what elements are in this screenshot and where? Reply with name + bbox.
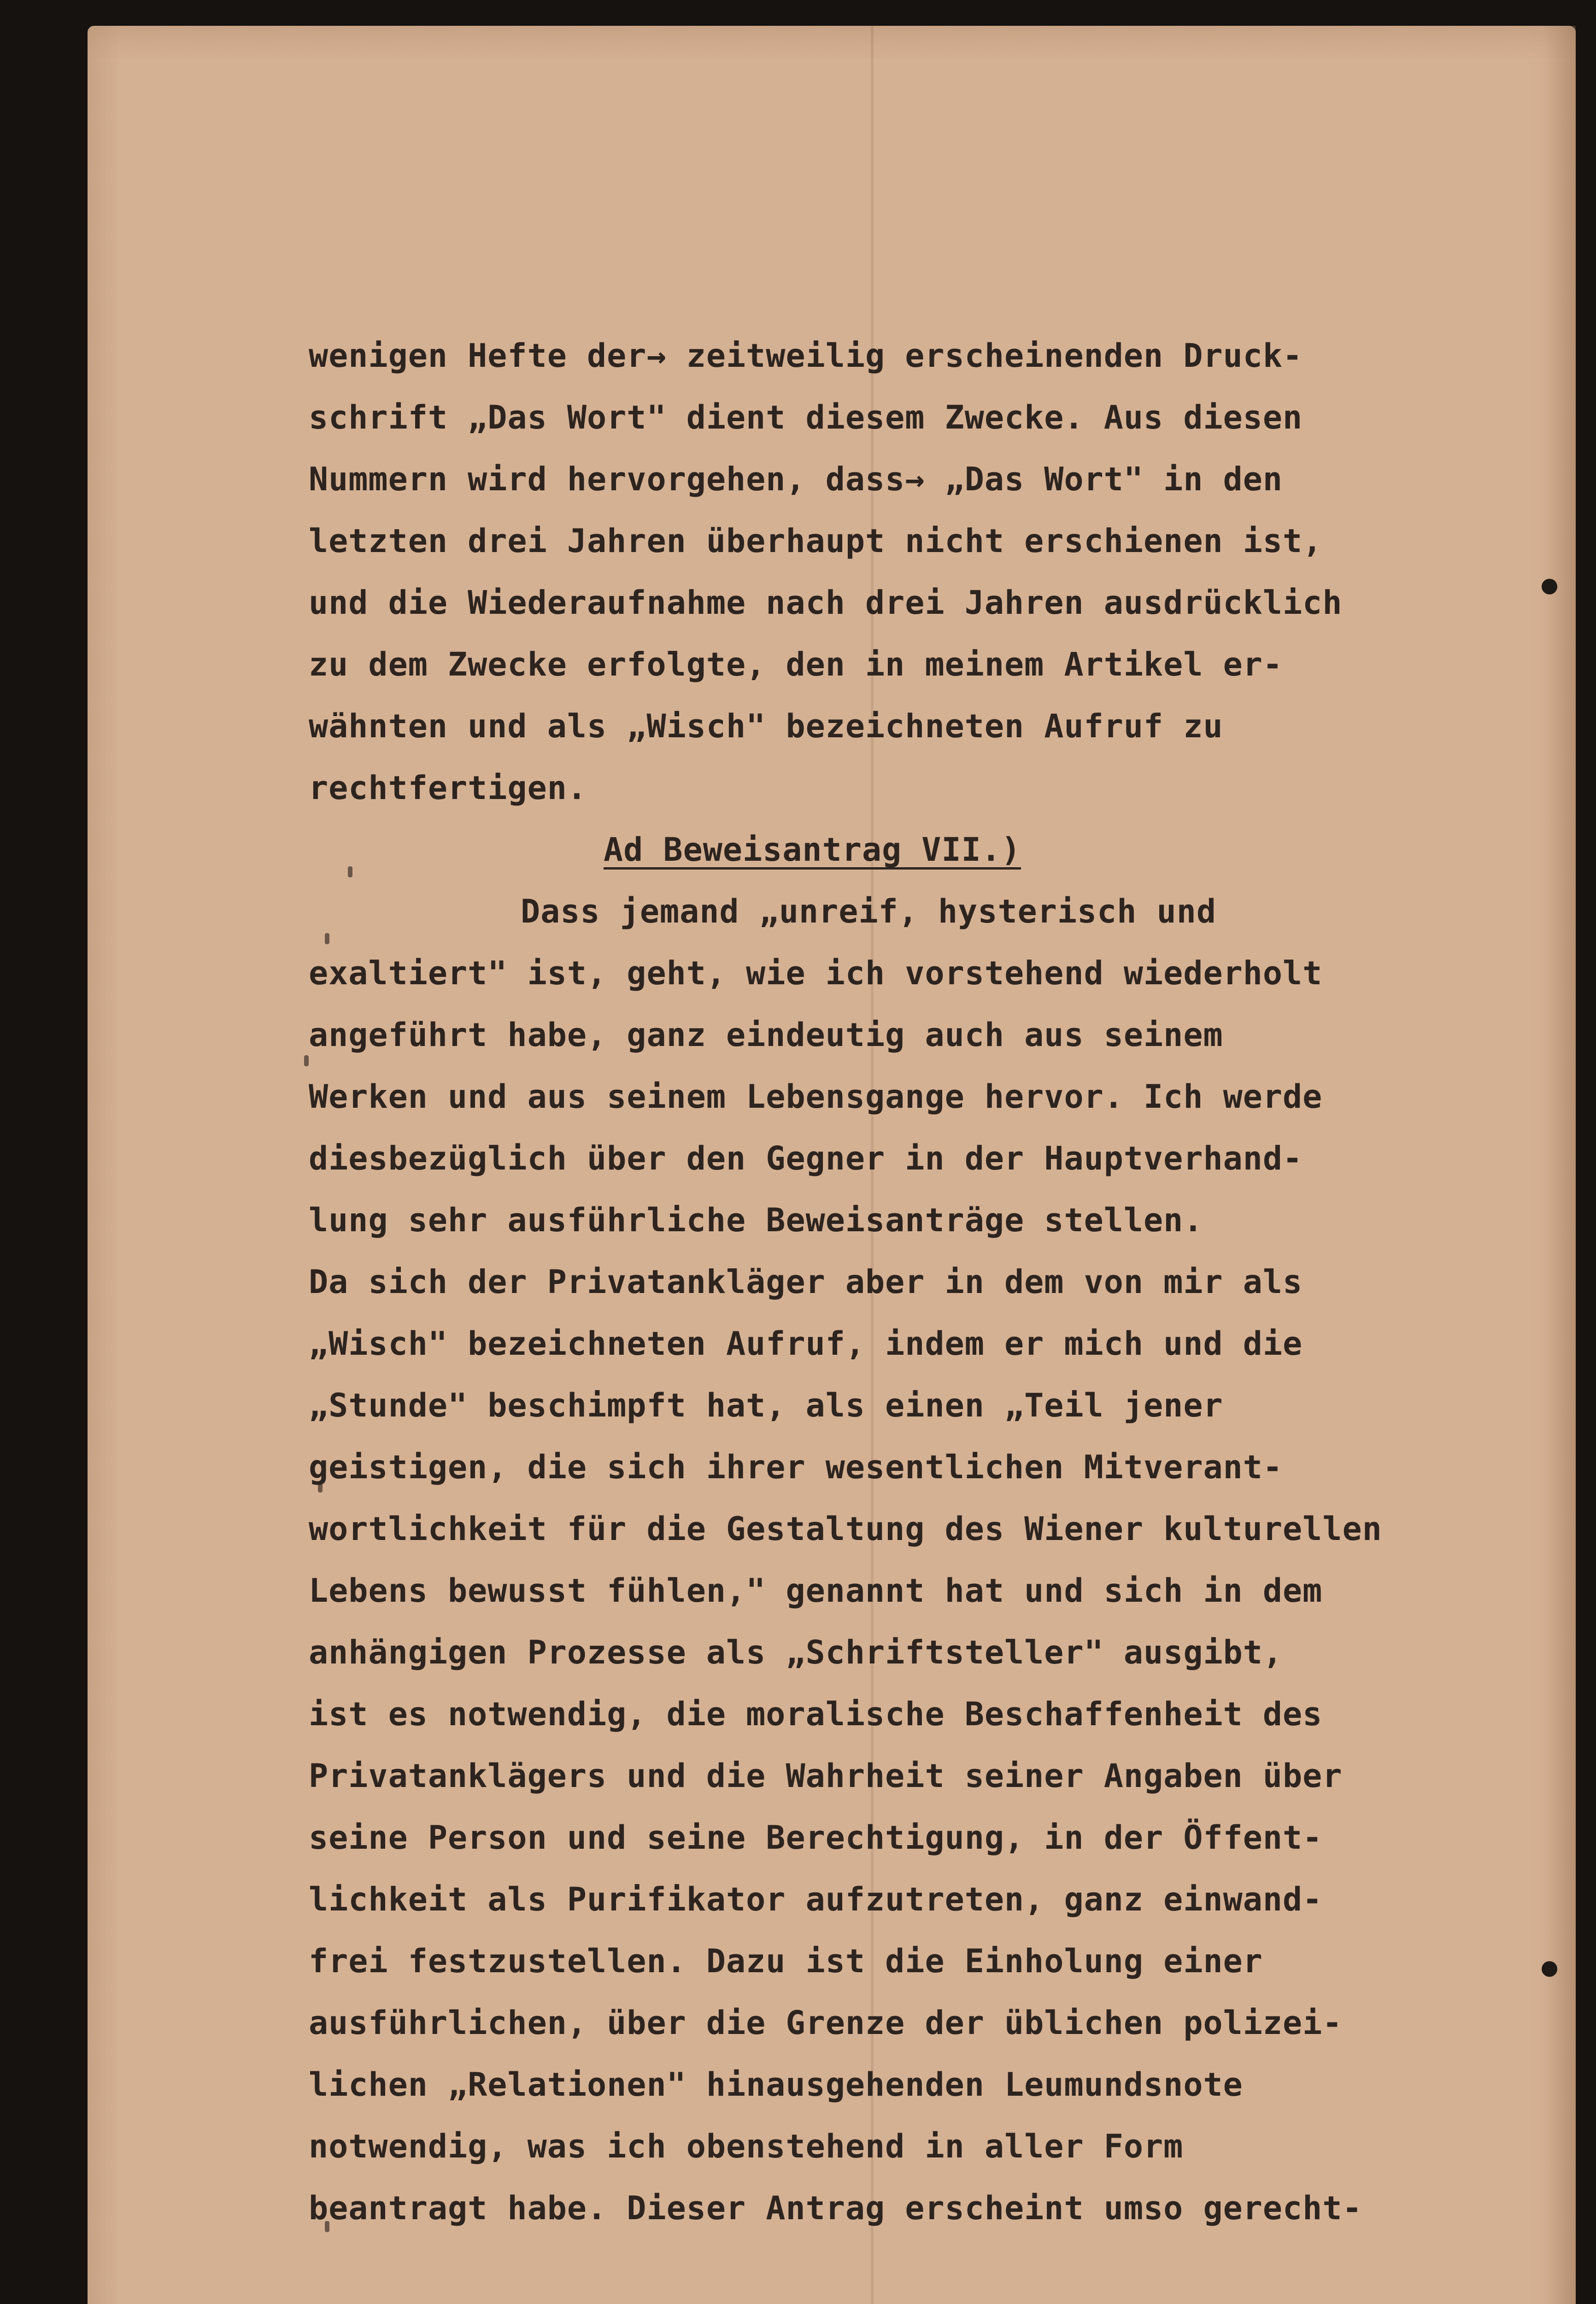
text-line <box>309 1498 1553 1560</box>
text-line <box>309 1066 1553 1128</box>
text-line-content: diesbezüglich über den Gegner in der Hauptverhand- <box>309 1140 1303 1177</box>
text-line-content: letzten drei Jahren überhaupt nicht erschienen ist, <box>309 522 1323 560</box>
text-line-content: Ad Beweisantrag VII.) <box>604 831 1021 869</box>
margin-mark <box>304 1055 309 1066</box>
text-line <box>309 1745 1553 1807</box>
text-line <box>309 695 1553 757</box>
text-line-content: ist es notwendig, die moralische Beschaffenheit des <box>309 1695 1323 1733</box>
section-heading <box>309 819 1553 881</box>
text-line <box>309 942 1553 1004</box>
text-line-content: geistigen, die sich ihrer wesentlichen Mitverant- <box>309 1448 1283 1486</box>
text-line <box>309 2054 1553 2116</box>
text-line-content: wähnten und als „Wisch" bezeichneten Aufruf zu <box>309 707 1223 745</box>
text-line-content: „Wisch" bezeichneten Aufruf, indem er mich und die <box>309 1325 1303 1363</box>
text-line-content: ausführlichen, über die Grenze der üblichen polizei- <box>309 2004 1343 2042</box>
text-line-content: frei festzustellen. Dazu ist die Einholung einer <box>309 1942 1263 1980</box>
text-line-content: lung sehr ausführliche Beweisanträge stellen. <box>309 1201 1203 1239</box>
text-line-content: lichen „Relationen" hinausgehenden Leumundsnote <box>309 2066 1243 2104</box>
text-line <box>309 1251 1553 1313</box>
text-line-content: seine Person und seine Berechtigung, in der Öffent- <box>309 1819 1323 1857</box>
text-line-content: wortlichkeit für die Gestaltung des Wiener kulturellen <box>309 1510 1382 1548</box>
text-line <box>309 572 1553 634</box>
text-line <box>309 2116 1553 2177</box>
text-line <box>309 1128 1553 1189</box>
text-line <box>309 387 1553 448</box>
text-line-content: notwendig, was ich obenstehend in aller Form <box>309 2128 1184 2165</box>
text-line-content: Lebens bewusst fühlen," genannt hat und sich in dem <box>309 1572 1323 1610</box>
text-line <box>309 1560 1553 1622</box>
text-line-content: schrift „Das Wort" dient diesem Zwecke. Aus diesen <box>309 399 1303 436</box>
text-line-content: rechtfertigen. <box>309 769 587 807</box>
text-line-content: Nummern wird hervorgehen, dass→ „Das Wort" in den <box>309 460 1283 498</box>
text-line <box>309 634 1553 695</box>
text-line <box>309 510 1553 572</box>
typewritten-text <box>309 325 1553 2239</box>
text-line-content: anhängigen Prozesse als „Schriftsteller" ausgibt, <box>309 1634 1283 1671</box>
text-line-content: beantragt habe. Dieser Antrag erscheint umso gerecht- <box>309 2189 1362 2227</box>
text-line <box>309 1189 1553 1251</box>
text-line <box>309 448 1553 510</box>
text-line-content: und die Wiederaufnahme nach drei Jahren ausdrücklich <box>309 584 1343 622</box>
text-line <box>309 1436 1553 1498</box>
text-line-content: Da sich der Privatankläger aber in dem von mir als <box>309 1263 1303 1301</box>
text-line <box>309 1869 1553 1930</box>
text-line-content: Privatanklägers und die Wahrheit seiner Angaben über <box>309 1757 1343 1795</box>
text-line <box>309 1622 1553 1683</box>
text-line <box>309 757 1553 819</box>
text-line <box>309 1930 1553 1992</box>
text-line <box>309 1313 1553 1375</box>
text-line-content: exaltiert" ist, geht, wie ich vorstehend wiederholt <box>309 954 1323 992</box>
text-line <box>309 1004 1553 1066</box>
text-line <box>309 2177 1553 2239</box>
text-line <box>309 1375 1553 1436</box>
text-line <box>309 1683 1553 1745</box>
text-line <box>309 881 1553 942</box>
text-line-content: Werken und aus seinem Lebensgange hervor. Ich werde <box>309 1078 1323 1116</box>
text-line-content: „Stunde" beschimpft hat, als einen „Teil jener <box>309 1387 1223 1424</box>
text-line <box>309 1807 1553 1869</box>
text-line-content: wenigen Hefte der→ zeitweilig erscheinenden Druck- <box>309 337 1303 375</box>
text-line-content: lichkeit als Purifikator aufzutreten, ganz einwand- <box>309 1881 1323 1918</box>
text-line-content: angeführt habe, ganz eindeutig auch aus seinem <box>309 1016 1223 1054</box>
text-line-content: zu dem Zwecke erfolgte, den in meinem Artikel er- <box>309 646 1283 683</box>
text-line <box>309 325 1553 387</box>
text-line <box>309 1992 1553 2054</box>
text-line-content: Dass jemand „unreif, hysterisch und <box>521 893 1217 930</box>
